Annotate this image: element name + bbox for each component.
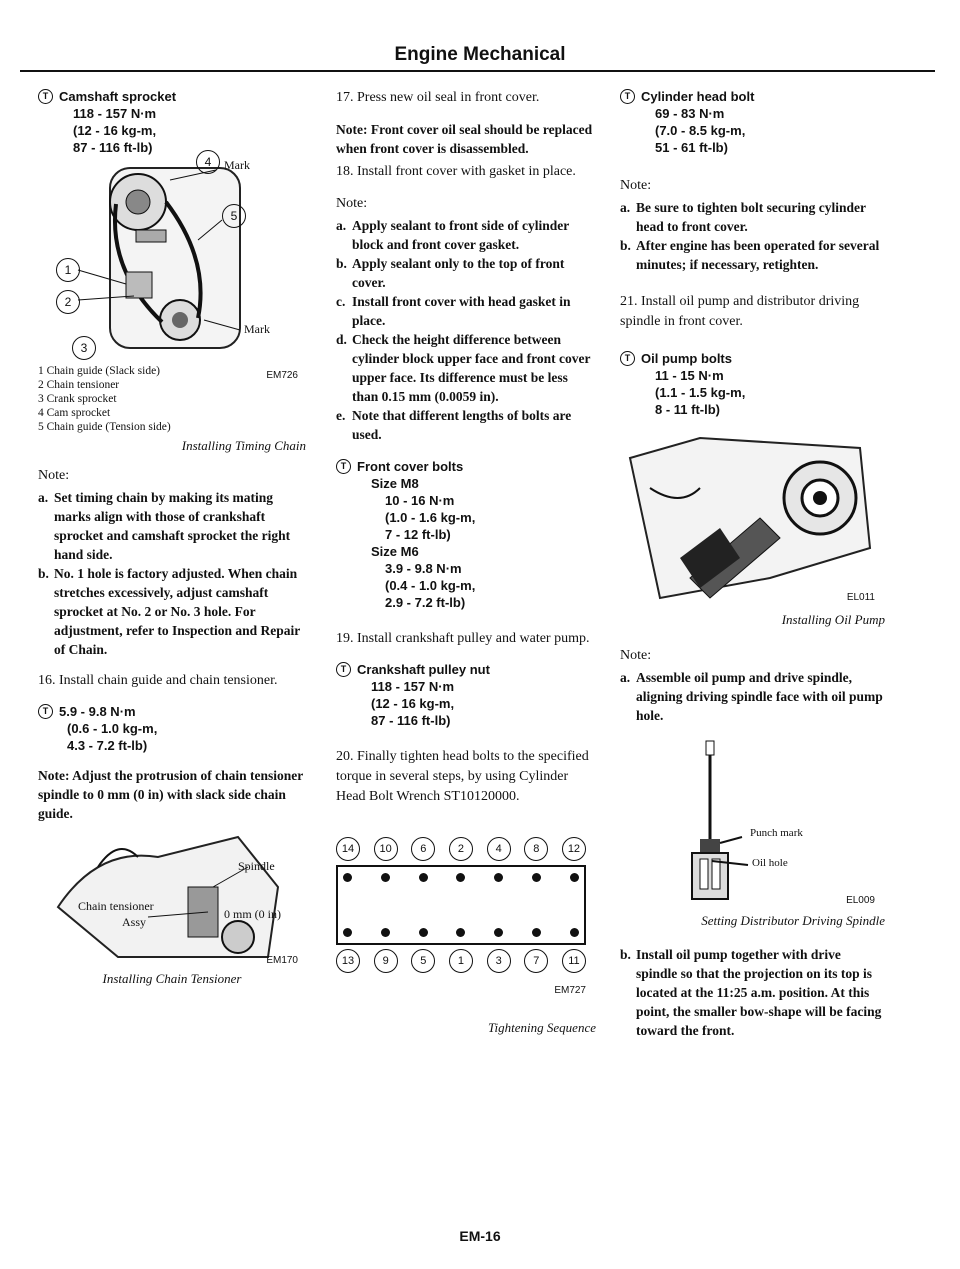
step-18: 18. Install front cover with gasket in place.: [336, 164, 576, 179]
torque-value: 8 - 11 ft-lb): [655, 402, 721, 417]
torque-value: (0.4 - 1.0 kg-m,: [385, 578, 476, 593]
note-item-a: [336, 216, 596, 254]
torque-value: 2.9 - 7.2 ft-lb): [385, 595, 466, 610]
callout-2: 2: [56, 290, 80, 314]
sequence-number: 5: [411, 949, 435, 973]
tightening-sequence: [336, 837, 586, 996]
torque-camshaft-sprocket: [38, 88, 306, 156]
page-header: Engine Mechanical: [394, 44, 566, 65]
mm-label: 0 mm (0 in): [224, 907, 281, 921]
figure-caption: Setting Distributor Driving Spindle: [701, 913, 885, 928]
column-1: [38, 88, 306, 991]
note-label: a.: [336, 218, 347, 233]
torque-size: Size M8: [371, 476, 419, 491]
sequence-number: 2: [449, 837, 473, 861]
legend-item: 4 Cam sprocket: [38, 407, 111, 419]
note-oil-seal: Note: Front cover oil seal should be replaced when front cover is disassembled.: [336, 122, 593, 156]
torque-value: 51 - 61 ft-lb): [655, 140, 728, 155]
torque-title: Camshaft sprocket: [59, 89, 177, 104]
torque-value: (12 - 16 kg-m,: [73, 123, 157, 138]
bolt-dot: [456, 873, 465, 882]
legend-item: 3 Crank sprocket: [38, 393, 117, 405]
note-label: b.: [336, 256, 347, 271]
mark-top-label: Mark: [224, 158, 250, 172]
sequence-number: 8: [524, 837, 548, 861]
bolt-dot: [494, 873, 503, 882]
note-text: No. 1 hole is factory adjusted. When chain stretches excessively, adjust camshaft sprocket at No. 2 or No. 3 hole. For adjustment, refer to Inspection and Repair of Chain.: [54, 566, 300, 657]
torque-icon: T: [38, 704, 53, 719]
note-text: Check the height difference between cylinder block upper face and front cover upper face. Its difference must be less than 0.15 mm (0.0059 in).: [352, 332, 591, 404]
bolt-dot: [419, 873, 428, 882]
step-21: 21. Install oil pump and distributor driving spindle in front cover.: [620, 294, 860, 329]
mark-bottom-label: Mark: [244, 322, 270, 336]
torque-value: 10 - 16 N·m: [385, 493, 455, 508]
torque-value: 7 - 12 ft-lb): [385, 527, 451, 542]
torque-title: Cylinder head bolt: [641, 89, 755, 104]
note-text: Set timing chain by making its mating marks align with those of crankshaft sprocket and camshaft sprocket the right hand side.: [54, 490, 291, 562]
spindle-label: Spindle: [238, 859, 275, 873]
page-number: EM-16: [459, 1228, 501, 1244]
note-title: Note:: [38, 468, 70, 483]
figure-code: EM170: [266, 955, 298, 966]
bolt-dot: [570, 873, 579, 882]
step-16: 16. Install chain guide and chain tensioner.: [38, 673, 278, 688]
sequence-number: 3: [487, 949, 511, 973]
note-label: b.: [620, 238, 631, 253]
torque-icon: T: [38, 89, 53, 104]
torque-value: 3.9 - 9.8 N·m: [385, 561, 462, 576]
cylinder-head-outline: [336, 865, 586, 945]
torque-value: (1.0 - 1.6 kg-m,: [385, 510, 476, 525]
note-label: a.: [620, 200, 631, 215]
torque-icon: T: [336, 459, 351, 474]
torque-value: 5.9 - 9.8 N·m: [59, 704, 136, 719]
figure-caption: Tightening Sequence: [488, 1020, 596, 1035]
legend-item: 5 Chain guide (Tension side): [38, 421, 171, 433]
note-title: Note:: [620, 178, 652, 193]
header-rule: [20, 70, 935, 72]
bolt-dot: [381, 928, 390, 937]
note-text: Note that different lengths of bolts are used.: [352, 408, 572, 442]
bolt-row-top: [338, 873, 584, 882]
torque-crankshaft-pulley: [336, 661, 596, 729]
figure-oil-pump: [620, 428, 885, 608]
note-text: Be sure to tighten bolt securing cylinder head to front cover.: [636, 200, 866, 234]
torque-value: 87 - 116 ft-lb): [73, 140, 153, 155]
figure-code: EM727: [554, 985, 586, 996]
figure-timing-chain: [38, 155, 306, 360]
note-item-b: [336, 254, 596, 292]
legend-block: [38, 364, 306, 434]
note-item-d: [336, 330, 596, 406]
sequence-bottom-row: [336, 949, 586, 973]
note-item-b: [620, 236, 885, 274]
torque-value: (0.6 - 1.0 kg-m,: [67, 721, 158, 736]
sequence-number: 10: [374, 837, 398, 861]
chain-tensioner-drawing: [38, 827, 306, 967]
torque-icon: T: [620, 351, 635, 366]
sequence-number: 7: [524, 949, 548, 973]
note-text: Assemble oil pump and drive spindle, aligning driving spindle face with oil pump hole.: [636, 670, 883, 723]
note-item-a: [38, 488, 306, 564]
torque-value: 118 - 157 N·m: [73, 106, 157, 121]
note-text: Apply sealant to front side of cylinder block and front cover gasket.: [352, 218, 570, 252]
bolt-dot: [343, 928, 352, 937]
torque-icon: T: [336, 662, 351, 677]
sequence-top-row: [336, 837, 586, 861]
sequence-number: 4: [487, 837, 511, 861]
note-item-c: [336, 292, 596, 330]
column-3: [620, 88, 885, 1040]
spindle-drawing: [620, 739, 885, 909]
figure-chain-tensioner: [38, 827, 306, 967]
figure-code: EL009: [846, 895, 875, 906]
oil-hole-label: Oil hole: [752, 857, 788, 869]
figure-caption: Installing Chain Tensioner: [102, 971, 242, 986]
torque-value: 11 - 15 N·m: [655, 368, 724, 383]
bolt-dot: [532, 873, 541, 882]
figure-code: EM726: [266, 370, 298, 381]
torque-icon: T: [620, 89, 635, 104]
torque-title: Front cover bolts: [357, 459, 464, 474]
torque-value: 4.3 - 7.2 ft-lb): [67, 738, 148, 753]
bolt-dot: [343, 873, 352, 882]
note-label: c.: [336, 294, 346, 309]
torque-value: 118 - 157 N·m: [371, 679, 455, 694]
note-title: Note:: [336, 196, 368, 211]
callout-1: 1: [56, 258, 80, 282]
note-label: b.: [620, 947, 631, 962]
assy-label: Assy: [122, 915, 147, 929]
bolt-dot: [381, 873, 390, 882]
figure-code: EL011: [846, 592, 875, 603]
note-text: Apply sealant only to the top of front cover.: [352, 256, 565, 290]
callout-3: 3: [72, 336, 96, 360]
sequence-number: 6: [411, 837, 435, 861]
sequence-number: 1: [449, 949, 473, 973]
punch-mark-label: Punch mark: [750, 827, 803, 839]
note-item-e: [336, 406, 596, 444]
note-label: a.: [38, 490, 49, 505]
figure-caption: Installing Timing Chain: [181, 438, 306, 453]
bolt-dot: [456, 928, 465, 937]
figure-distributor-spindle: [620, 739, 885, 909]
torque-value: 87 - 116 ft-lb): [371, 713, 451, 728]
note-label: b.: [38, 566, 49, 581]
note-text: Install oil pump together with drive spindle so that the projection on its top is located at the 11:25 a.m. position. At this point, the smaller bow-shape will be facing toward the front.: [636, 947, 882, 1038]
note-label: d.: [336, 332, 347, 347]
note-text: Install front cover with head gasket in place.: [352, 294, 571, 328]
bolt-dot: [494, 928, 503, 937]
note-item-a: [620, 668, 885, 725]
torque-value: 69 - 83 N·m: [655, 106, 725, 121]
sequence-number: 12: [562, 837, 586, 861]
oil-pump-drawing: [620, 428, 885, 608]
sequence-number: 11: [562, 949, 586, 973]
bolt-dot: [532, 928, 541, 937]
torque-oil-pump-bolts: [620, 350, 885, 418]
legend-item: 2 Chain tensioner: [38, 379, 120, 391]
legend-item: 1 Chain guide (Slack side): [38, 365, 161, 377]
note-item-b: [620, 945, 885, 1040]
torque-value: (7.0 - 8.5 kg-m,: [655, 123, 746, 138]
callout-4: 4: [196, 150, 220, 174]
note-protrusion: Note: Adjust the protrusion of chain tensioner spindle to 0 mm (0 in) with slack side chain guide.: [38, 768, 304, 821]
figure-caption: Installing Oil Pump: [781, 612, 885, 627]
callout-5: 5: [222, 204, 246, 228]
step-17: 17. Press new oil seal in front cover.: [336, 90, 540, 105]
note-item-b: [38, 564, 306, 659]
torque-size: Size M6: [371, 544, 419, 559]
torque-title: Crankshaft pulley nut: [357, 662, 490, 677]
bolt-dot: [570, 928, 579, 937]
torque-chain-tensioner: [38, 703, 306, 754]
torque-value: (1.1 - 1.5 kg-m,: [655, 385, 746, 400]
note-title: Note:: [620, 648, 652, 663]
sequence-number: 14: [336, 837, 360, 861]
note-text: After engine has been operated for several minutes; if necessary, retighten.: [636, 238, 880, 272]
sequence-number: 13: [336, 949, 360, 973]
note-label: a.: [620, 670, 631, 685]
note-item-a: [620, 198, 885, 236]
step-20: 20. Finally tighten head bolts to the specified torque in several steps, by using Cylinder Head Bolt Wrench ST10120000.: [336, 749, 589, 804]
column-2: [336, 88, 596, 1040]
torque-front-cover-bolts: [336, 458, 596, 611]
torque-cylinder-head-bolt: [620, 88, 885, 156]
note-label: e.: [336, 408, 346, 423]
torque-value: (12 - 16 kg-m,: [371, 696, 455, 711]
bolt-dot: [419, 928, 428, 937]
sequence-number: 9: [374, 949, 398, 973]
step-19: 19. Install crankshaft pulley and water pump.: [336, 631, 590, 646]
tensioner-label: Chain tensioner: [78, 899, 154, 913]
torque-title: Oil pump bolts: [641, 351, 732, 366]
bolt-row-bottom: [338, 928, 584, 937]
